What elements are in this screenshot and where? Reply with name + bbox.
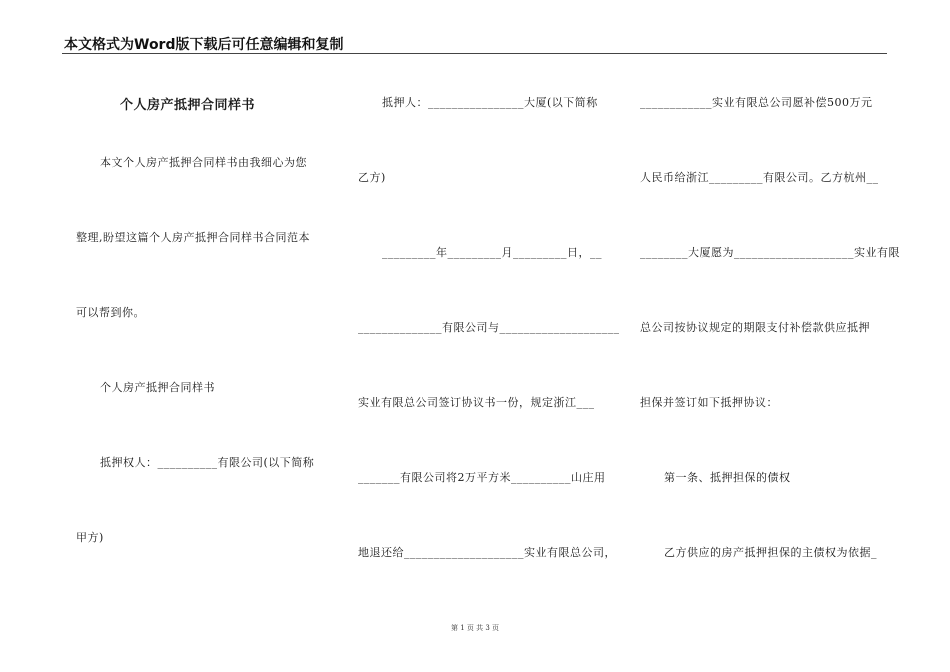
paragraph-line: _________年_________月_________日，__	[382, 246, 602, 259]
paragraph-line: 抵押人：________________大厦(以下简称	[382, 96, 598, 109]
paragraph-line: ________大厦愿为____________________实业有限	[640, 246, 900, 259]
paragraph-line: 整理,盼望这篇个人房产抵押合同样书合同范本	[76, 231, 310, 244]
paragraph-line: _______有限公司将2万平方米__________山庄用	[358, 471, 606, 484]
paragraph-line: 甲方)	[76, 531, 104, 544]
paragraph-line: 总公司按协议规定的期限支付补偿款供应抵押	[640, 321, 870, 334]
document-header: 本文格式为Word版下载后可任意编辑和复制	[64, 37, 344, 53]
section-heading: 个人房产抵押合同样书	[100, 381, 215, 394]
paragraph-line: ______________有限公司与____________________	[358, 321, 620, 334]
paragraph-line: 可以帮到你。	[76, 306, 145, 319]
paragraph-line: 乙方供应的房产抵押担保的主债权为依据_	[664, 546, 877, 559]
paragraph-line: 人民币给浙江_________有限公司。乙方杭州__	[640, 171, 879, 184]
section-heading: 第一条、抵押担保的债权	[664, 471, 791, 484]
paragraph-line: 抵押权人：__________有限公司(以下简称	[100, 456, 315, 469]
paragraph-line: 担保并签订如下抵押协议：	[640, 396, 778, 409]
document-title: 个人房产抵押合同样书	[120, 98, 256, 113]
paragraph-line: ____________实业有限总公司愿补偿500万元	[640, 96, 873, 109]
paragraph-line: 乙方)	[358, 171, 386, 184]
header-divider	[62, 53, 887, 54]
paragraph-line: 实业有限总公司签订协议书一份，规定浙江___	[358, 396, 595, 409]
paragraph-line: 地退还给____________________实业有限总公司，	[358, 546, 616, 559]
paragraph-line: 本文个人房产抵押合同样书由我细心为您	[100, 156, 307, 169]
page-number: 第 1 页 共 3 页	[450, 624, 500, 632]
